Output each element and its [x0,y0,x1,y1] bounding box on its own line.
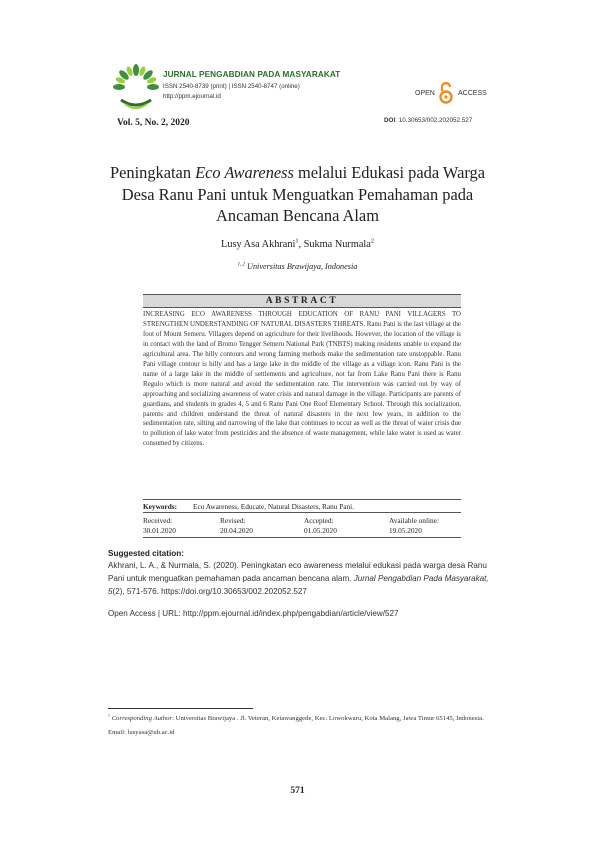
open-access-lock-icon [438,82,454,104]
citation-volume: , 5 [108,573,489,596]
title-part1: Peningkatan [110,163,196,182]
journal-name: JURNAL PENGABDIAN PADA MASYARAKAT [163,70,341,79]
abstract-heading: ABSTRACT [143,294,461,308]
author-2-sup: 2 [370,237,374,245]
date-revised-label: Revised: [220,516,246,525]
author-1: Lusy Asa Akhrani [221,239,296,250]
date-online-label: Available online: [389,516,439,525]
footnote-text: : Universitas Brawijaya . Jl. Veteran, Ketawanggede, Kec. Lowokwaru, Kota Malang, Jawa Timur 65145, Indonesia. Email: lusyasa@ub.ac.id [108,715,484,736]
page-number: 571 [290,786,305,796]
date-revised-value: 20.04.2020 [220,526,253,535]
open-access-left-text: OPEN [415,90,435,97]
open-access-badge [415,82,495,104]
keywords-text: Eco Awareness, Educate, Natural Disasters, Ranu Pani. [193,502,355,511]
volume-info: Vol. 5, No. 2, 2020 [117,118,190,128]
footnote-sup: 1 [108,712,111,718]
keywords-bottom-rule [143,512,461,513]
suggested-citation-label: Suggested citation: [108,549,184,558]
doi-line[interactable] [384,117,472,124]
issn-line: ISSN 2540-8739 (print) | ISSN 2540-8747 (online) [163,83,300,90]
doi-value: : 10.30653/002.202052.527 [395,117,473,124]
date-online-value: 19.05.2020 [389,526,422,535]
citation-journal: Jurnal Pengabdian Pada Masyarakat [353,573,487,583]
journal-url[interactable]: http://ppm.ejournal.id [163,93,221,100]
citation-rest[interactable]: (2), 571-576. https://doi.org/10.30653/002.202052.527 [112,586,307,596]
open-access-url[interactable]: Open Access | URL: http://ppm.ejournal.id/index.php/pengabdian/article/view/527 [108,609,399,618]
date-accepted-value: 01.05.2020 [304,526,337,535]
title-italic: Eco Awareness [195,163,294,182]
journal-logo-icon [111,62,161,112]
article-title [100,162,495,227]
date-accepted-label: Accepted: [304,516,334,525]
citation-main: Akhrani, L. A., & Nurmala, S. (2020). Peningkatan eco awareness melalui edukasi pada warga desa Ranu Pani untuk menguatkan pemahaman pada ancaman bencana alam. [108,561,487,583]
author-list [100,239,495,250]
author-1-sup: 1 [295,237,299,245]
suggested-citation-text [108,560,498,598]
affiliation [100,262,495,271]
affiliation-text: Universitas Brawijaya, Indonesia [247,262,358,271]
date-received-label: Received: [143,516,173,525]
footnote [108,712,500,739]
dates-bottom-rule [143,537,461,538]
footnote-rule [108,708,253,709]
keywords-top-rule [143,499,461,500]
footnote-label: Corresponding Author [111,715,173,722]
author-2: , Sukma Nurmala [298,239,371,250]
date-received-value: 30.01.2020 [143,526,176,535]
doi-label: DOI [384,117,396,124]
abstract-text: INCREASING ECO AWARENESS THROUGH EDUCATION OF RANU PANI VILLAGERS TO STRENGTHEN UNDERSTANDING OF NATURAL DISASTERS THREATS. Ranu Pani is the last village at the foot of Mount Semeru. Villagers depend on agriculture for their livelihoods. However, the location of the village is in contact with the land of Bromo Tengger Semeru National Park (TNBTS) making residents unable to expand the agricultural area. The hilly contours and wrong farming methods make the sedimentation rate unstoppable. Ranu Pani village contour is hilly and has a large lake in the middle of the village as a village icon. Ranu Pani is the name of a large lake in the middle of settlements and agriculture, not far from Lake Ranu Pani there is Ranu Regulo which is more natural and avoid the sedimentation rate. The intervention was carried out by way of approaching and socializing awareness of water crisis and natural damage in the village. Participants are parents of guardians, and students in grades 4, 5 and 6 Ranu Pani One Roof Elementary School. Through this socialization, parents and children understand the threat of natural disasters in the next few years, in addition to the sedimentation rate, silting and narrowing of the lake that continues to occur as well as the threat of water crisis due to pollution of lake water from pesticides and the absence of waste management, while lake water is used as water consumed by citizens. [143,311,461,448]
affiliation-sup: 1, 2 [237,262,245,268]
keywords-label: Keywords: [143,502,178,511]
title-part2: melalui Edukasi pada Warga Desa Ranu Pani untuk Menguatkan Pemahaman pada Ancaman Bencana Alam [121,163,485,225]
open-access-right-text: ACCESS [458,90,487,97]
